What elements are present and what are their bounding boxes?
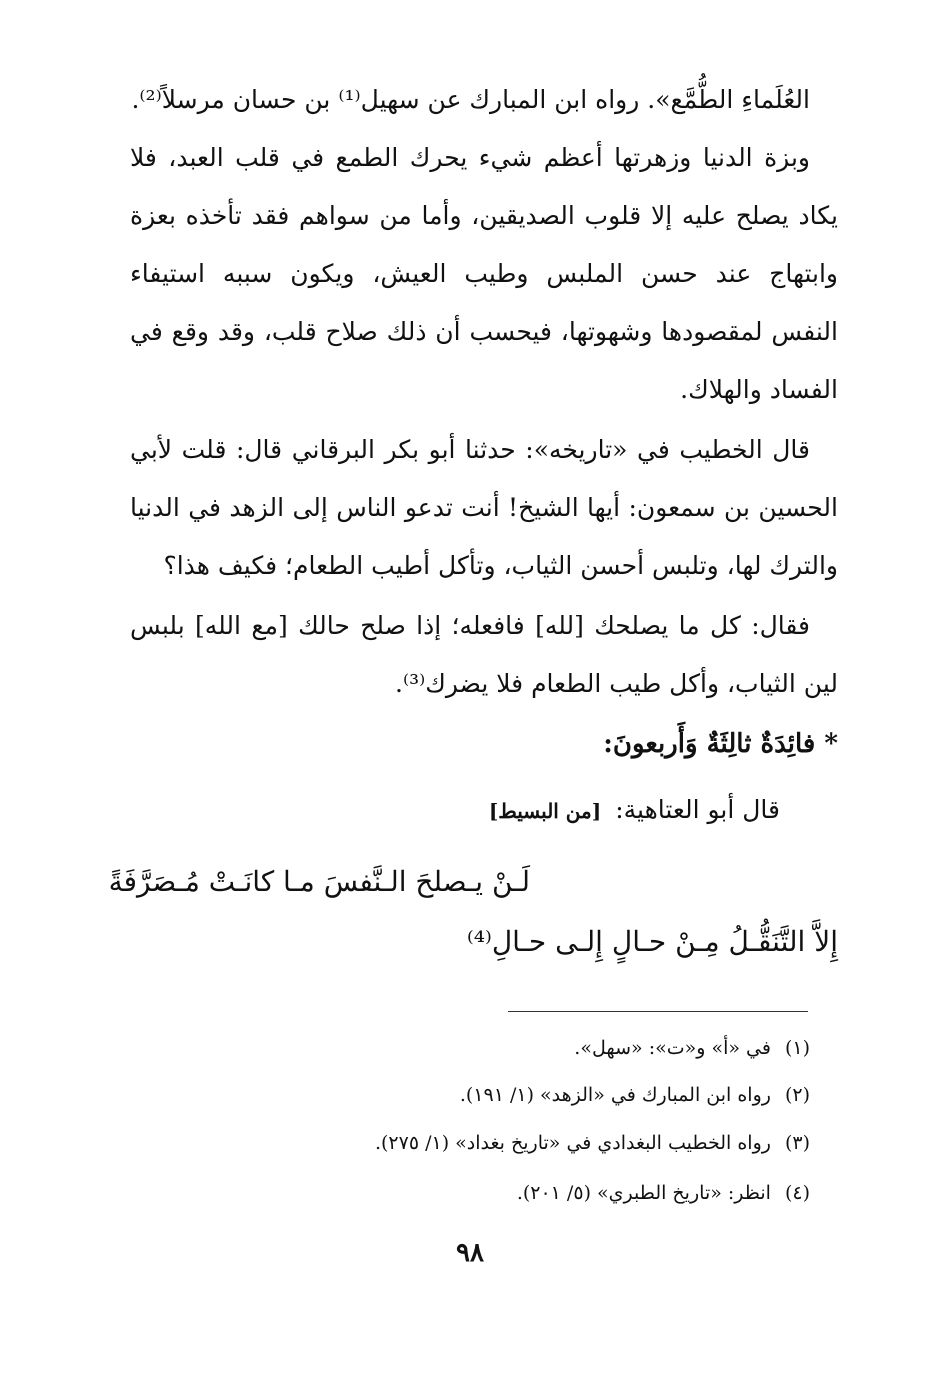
footnote-number: (٢): [784, 1084, 810, 1106]
footnote-text: انظر: «تاريخ الطبري» (٥/ ٢٠١).: [516, 1182, 771, 1204]
poet-intro: [100, 790, 780, 831]
body-line-7-text: قال الخطيب في «تاريخه»: حدثنا أبو بكر البرقاني قال: قلت لأبي: [130, 435, 810, 464]
body-line-6: الفساد والهلاك.: [680, 375, 838, 404]
body-line-8: الحسين بن سمعون: أيها الشيخ! أنت تدعو الناس إلى الزهد في الدنيا: [130, 493, 838, 522]
body-line-9: والترك لها، وتلبس أحسن الثياب، وتأكل أطيب الطعام؛ فكيف هذا؟: [163, 551, 838, 580]
body-line-10: [130, 606, 838, 646]
poet-intro-text: قال أبو العتاهية:: [615, 795, 780, 824]
verse-line-1: لَـنْ يـصلحَ الـنَّفسَ مـا كانَـتْ مُـصَرَّفَةً: [108, 865, 530, 898]
footnote-3: [375, 1128, 810, 1158]
footnote-text: رواه الخطيب البغدادي في «تاريخ بغداد» (١/ ٢٧٥).: [374, 1132, 771, 1154]
section-heading: * فائِدَةٌ ثالِثَةٌ وَأَربعونَ:: [603, 729, 838, 759]
poetic-meter: [من البسيط]: [488, 799, 602, 823]
body-line-3: يكاد يصلح عليه إلا قلوب الصديقين، وأما من سواهم فقد تأخذه بعزة: [130, 201, 838, 230]
footnote-number: (٣): [784, 1132, 810, 1154]
body-line-11: لين الثياب، وأكل طيب الطعام فلا يضرك⁽³⁾.: [395, 669, 838, 698]
page-number: ٩٨: [456, 1238, 484, 1268]
footnote-number: (١): [784, 1037, 810, 1059]
footnote-1: [574, 1033, 810, 1063]
body-line-10-text: فقال: كل ما يصلحك [لله] فافعله؛ إذا صلح حالك [مع الله] بلبس: [130, 611, 810, 640]
body-line-4: وابتهاج عند حسن الملبس وطيب العيش، ويكون سببه استيفاء: [130, 259, 838, 288]
body-line-2: [130, 138, 838, 178]
body-line-1: العُلَماءِ الطُّمَّع». رواه ابن المبارك عن سهيل⁽¹⁾ بن حسان مرسلاً⁽²⁾.: [131, 85, 810, 114]
footnote-4: [517, 1178, 810, 1208]
footnote-number: (٤): [784, 1182, 810, 1204]
body-line-7: [130, 430, 838, 470]
footnote-text: في «أ» و«ت»: «سهل».: [574, 1037, 771, 1059]
body-line-5: النفس لمقصودها وشهوتها، فيحسب أن ذلك صلاح قلب، وقد وقع في: [130, 317, 838, 346]
verse-line-2: إِلاَّ التَّنَقُّـلُ مِـنْ حـالٍ إِلـى حـالِ⁽⁴⁾: [466, 925, 838, 958]
body-line-2-text: وبزة الدنيا وزهرتها أعظم شيء يحرك الطمع في قلب العبد، فلا: [130, 143, 810, 172]
footnote-text: رواه ابن المبارك في «الزهد» (١/ ١٩١).: [459, 1084, 771, 1106]
footnote-separator: [508, 1011, 808, 1012]
footnote-2: [460, 1080, 810, 1110]
